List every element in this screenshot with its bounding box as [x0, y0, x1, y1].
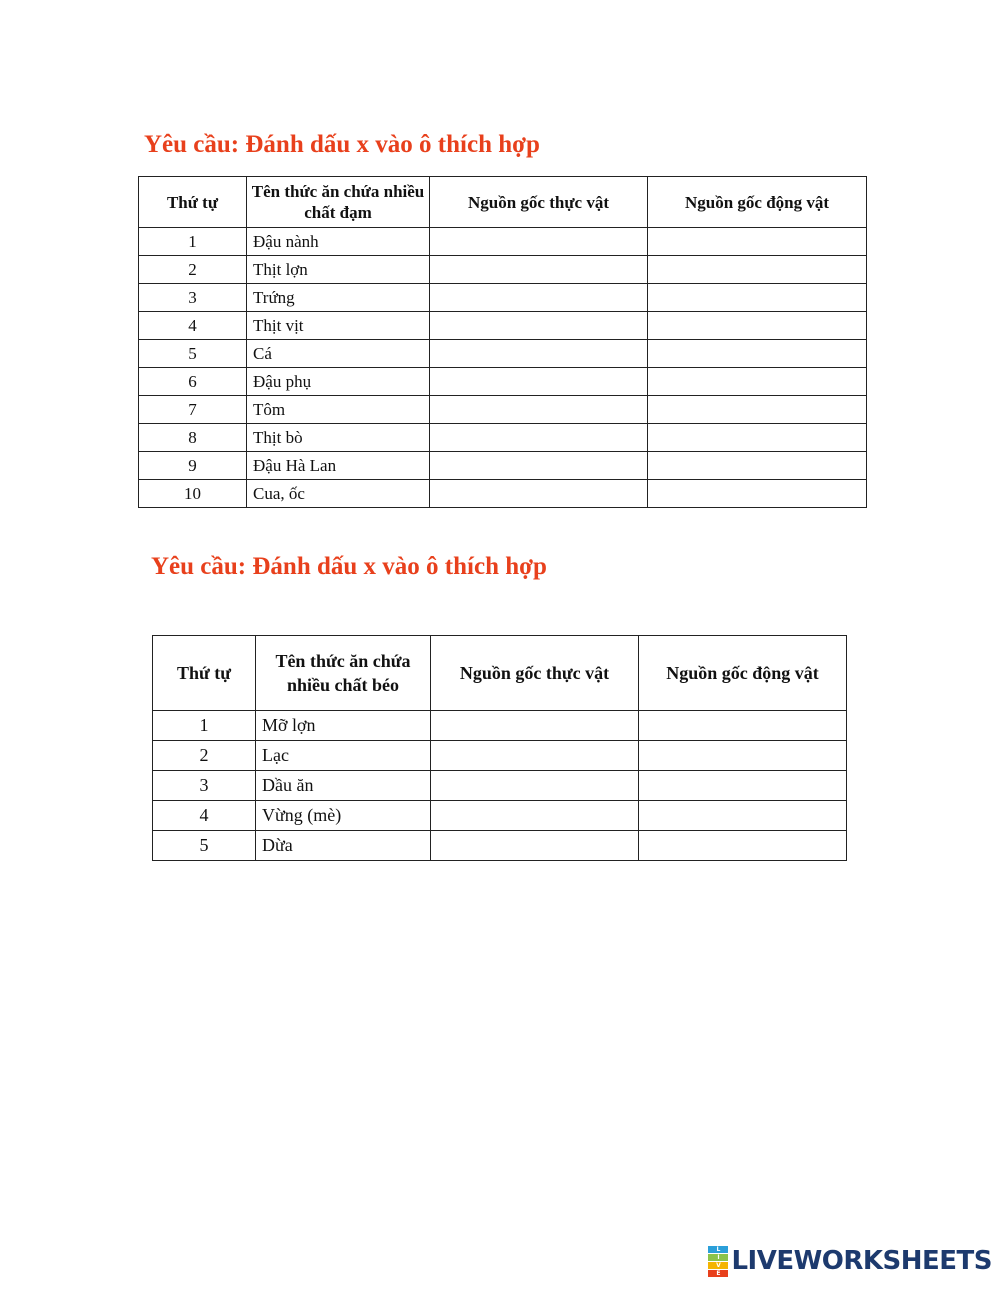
row-number: 2: [139, 256, 247, 284]
food-name: Dừa: [256, 831, 431, 861]
row-number: 3: [153, 771, 256, 801]
logo-mark-letter: E: [708, 1270, 728, 1277]
food-name: Thịt lợn: [247, 256, 430, 284]
logo-mark-letter: I: [708, 1254, 728, 1261]
plant-origin-checkbox-cell[interactable]: [431, 741, 639, 771]
row-number: 3: [139, 284, 247, 312]
logo-text: LIVEWORKSHEETS: [731, 1246, 992, 1276]
animal-origin-checkbox-cell[interactable]: [648, 396, 867, 424]
logo-mark-letter: L: [708, 1246, 728, 1253]
food-name: Cua, ốc: [247, 480, 430, 508]
animal-origin-checkbox-cell[interactable]: [639, 741, 847, 771]
plant-origin-checkbox-cell[interactable]: [430, 312, 648, 340]
table-row: [153, 831, 847, 861]
table-header-row: [139, 177, 867, 228]
row-number: 4: [139, 312, 247, 340]
table-row: [139, 368, 867, 396]
plant-origin-checkbox-cell[interactable]: [430, 256, 648, 284]
liveworksheets-logo: [708, 1247, 992, 1275]
table-header-row: [153, 636, 847, 711]
row-number: 7: [139, 396, 247, 424]
food-name: Thịt vịt: [247, 312, 430, 340]
food-name: Vừng (mè): [256, 801, 431, 831]
animal-origin-checkbox-cell[interactable]: [639, 771, 847, 801]
plant-origin-checkbox-cell[interactable]: [430, 228, 648, 256]
plant-origin-checkbox-cell[interactable]: [431, 831, 639, 861]
fat-foods-table: [152, 635, 847, 861]
table-row: [139, 396, 867, 424]
protein-foods-table: [138, 176, 867, 508]
plant-origin-checkbox-cell[interactable]: [430, 340, 648, 368]
food-name: Đậu nành: [247, 228, 430, 256]
plant-origin-checkbox-cell[interactable]: [430, 424, 648, 452]
row-number: 10: [139, 480, 247, 508]
section2-heading: Yêu cầu: Đánh dấu x vào ô thích hợp: [151, 553, 547, 580]
row-number: 5: [153, 831, 256, 861]
food-name: Tôm: [247, 396, 430, 424]
animal-origin-checkbox-cell[interactable]: [648, 284, 867, 312]
plant-origin-checkbox-cell[interactable]: [430, 284, 648, 312]
animal-origin-checkbox-cell[interactable]: [648, 480, 867, 508]
plant-origin-checkbox-cell[interactable]: [430, 480, 648, 508]
row-number: 1: [153, 711, 256, 741]
column-header-animal-origin: Nguồn gốc động vật: [639, 636, 847, 711]
table-row: [153, 711, 847, 741]
table-row: [139, 340, 867, 368]
row-number: 4: [153, 801, 256, 831]
food-name: Mỡ lợn: [256, 711, 431, 741]
plant-origin-checkbox-cell[interactable]: [430, 452, 648, 480]
food-name: Đậu phụ: [247, 368, 430, 396]
plant-origin-checkbox-cell[interactable]: [430, 396, 648, 424]
row-number: 8: [139, 424, 247, 452]
table-row: [139, 480, 867, 508]
plant-origin-checkbox-cell[interactable]: [430, 368, 648, 396]
animal-origin-checkbox-cell[interactable]: [648, 424, 867, 452]
food-name: Lạc: [256, 741, 431, 771]
logo-mark-icon: [708, 1246, 728, 1277]
row-number: 9: [139, 452, 247, 480]
column-header-animal-origin: Nguồn gốc động vật: [648, 177, 867, 228]
food-name: Trứng: [247, 284, 430, 312]
animal-origin-checkbox-cell[interactable]: [648, 312, 867, 340]
table-row: [139, 284, 867, 312]
plant-origin-checkbox-cell[interactable]: [431, 801, 639, 831]
column-header-plant-origin: Nguồn gốc thực vật: [431, 636, 639, 711]
section1-heading: Yêu cầu: Đánh dấu x vào ô thích hợp: [144, 131, 540, 158]
animal-origin-checkbox-cell[interactable]: [648, 452, 867, 480]
animal-origin-checkbox-cell[interactable]: [648, 368, 867, 396]
food-name: Cá: [247, 340, 430, 368]
table-row: [153, 741, 847, 771]
animal-origin-checkbox-cell[interactable]: [648, 228, 867, 256]
table-row: [153, 801, 847, 831]
food-name: Đậu Hà Lan: [247, 452, 430, 480]
food-name: Dầu ăn: [256, 771, 431, 801]
column-header-food-name: Tên thức ăn chứa nhiều chất đạm: [247, 177, 430, 228]
animal-origin-checkbox-cell[interactable]: [639, 711, 847, 741]
table-row: [139, 228, 867, 256]
row-number: 6: [139, 368, 247, 396]
column-header-order: Thứ tự: [153, 636, 256, 711]
animal-origin-checkbox-cell[interactable]: [639, 801, 847, 831]
column-header-food-name: Tên thức ăn chứa nhiều chất béo: [256, 636, 431, 711]
animal-origin-checkbox-cell[interactable]: [648, 256, 867, 284]
logo-mark-letter: V: [708, 1262, 728, 1269]
table-row: [139, 256, 867, 284]
column-header-plant-origin: Nguồn gốc thực vật: [430, 177, 648, 228]
table-row: [139, 312, 867, 340]
table-row: [139, 452, 867, 480]
animal-origin-checkbox-cell[interactable]: [639, 831, 847, 861]
row-number: 5: [139, 340, 247, 368]
plant-origin-checkbox-cell[interactable]: [431, 771, 639, 801]
row-number: 1: [139, 228, 247, 256]
animal-origin-checkbox-cell[interactable]: [648, 340, 867, 368]
row-number: 2: [153, 741, 256, 771]
column-header-order: Thứ tự: [139, 177, 247, 228]
table-row: [153, 771, 847, 801]
table-row: [139, 424, 867, 452]
food-name: Thịt bò: [247, 424, 430, 452]
plant-origin-checkbox-cell[interactable]: [431, 711, 639, 741]
